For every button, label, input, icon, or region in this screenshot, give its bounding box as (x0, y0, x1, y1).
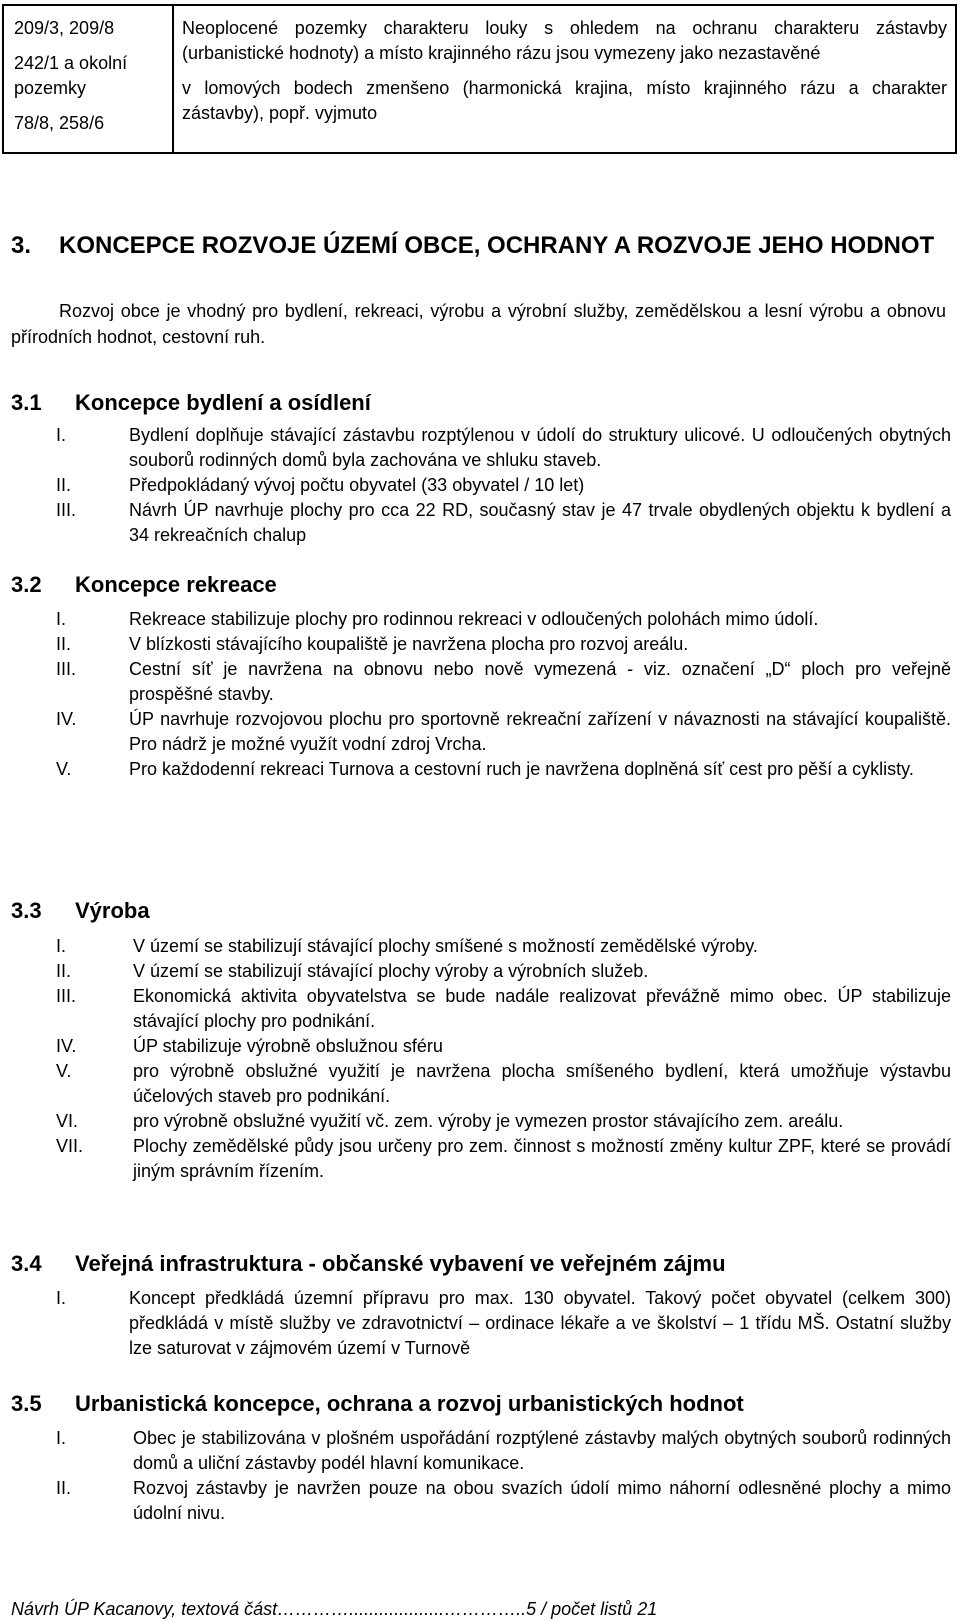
section-3-1-list (11, 423, 951, 548)
section-title: Výroba (75, 898, 150, 923)
list-item (11, 1286, 951, 1361)
list-item (11, 632, 951, 657)
list-item (11, 707, 951, 757)
section-3-4-list (11, 1286, 951, 1361)
item-number: II. (56, 634, 72, 654)
item-number: V. (56, 759, 72, 779)
list-item (11, 959, 951, 984)
description-cell (173, 5, 956, 153)
item-number: I. (56, 936, 67, 956)
parcel-table (2, 4, 957, 154)
item-text: V blízkosti stávajícího koupaliště je navržena plocha pro rozvoj areálu. (129, 634, 689, 654)
table-row (3, 5, 956, 153)
list-item (11, 1109, 951, 1134)
parcel-number: 78/8, 258/6 (14, 113, 105, 133)
list-item (11, 1134, 951, 1184)
section-3-5-heading (11, 1390, 744, 1418)
list-item (11, 657, 951, 707)
section-number: 3.1 (11, 390, 42, 415)
list-item (11, 934, 951, 959)
section-3-heading (11, 230, 941, 261)
list-item (11, 984, 951, 1034)
item-text: Předpokládaný vývoj počtu obyvatel (33 obyvatel / 10 let) (129, 475, 585, 495)
parcel-cell (3, 5, 173, 153)
list-item (11, 1059, 951, 1109)
section-title: Koncepce bydlení a osídlení (75, 390, 371, 415)
item-text: V území se stabilizují stávající plochy výroby a výrobních služeb. (133, 961, 649, 981)
item-number: II. (56, 961, 72, 981)
item-text: Cestní síť je navržena na obnovu nebo nově vymezená - viz. označení „D“ ploch pro veřejně prospěšné stavby. (129, 659, 951, 704)
list-item (11, 1426, 951, 1476)
item-text: ÚP navrhuje rozvojovou plochu pro sportovně rekreační zařízení v návaznosti na stávající koupaliště. Pro nádrž je možné využít vodní zdroj Vrcha. (129, 709, 951, 754)
item-text: ÚP stabilizuje výrobně obslužnou sféru (133, 1036, 443, 1056)
section-title: Urbanistická koncepce, ochrana a rozvoj urbanistických hodnot (75, 1391, 744, 1416)
list-item (11, 423, 951, 473)
item-number: IV. (56, 1036, 77, 1056)
item-number: II. (56, 475, 72, 495)
item-text: Rekreace stabilizuje plochy pro rodinnou rekreaci v odloučených polohách mimo údolí. (129, 609, 819, 629)
section-number: 3.4 (11, 1251, 42, 1276)
section-3-3-heading (11, 897, 150, 925)
item-number: II. (56, 1478, 72, 1498)
section-number: 3. (11, 232, 32, 259)
list-item (11, 607, 951, 632)
item-text: Bydlení doplňuje stávající zástavbu rozptýlenou v údolí do struktury ulicové. U odloučených obytných souborů rodinných domů byla zachována ve shluku staveb. (129, 425, 951, 470)
item-text: V území se stabilizují stávající plochy smíšené s možností zemědělské výroby. (133, 936, 758, 956)
item-text: Koncept předkládá územní přípravu pro max. 130 obyvatel. Takový počet obyvatel (celkem 300) předkládá v místě služby ve zdravotnictví – ordinace lékaře a ve školství – 1 třídu MŠ. Ostatní služby lze saturovat v zájmovém území v Turnově (129, 1288, 951, 1358)
item-text: Obec je stabilizována v plošném uspořádání rozptýlené zástavby malých obytných souborů rodinných domů a uliční zástavby podél hlavní komunikace. (133, 1428, 951, 1473)
list-item (11, 757, 951, 782)
item-number: I. (56, 425, 67, 445)
item-number: I. (56, 1288, 67, 1308)
section-3-2-list (11, 607, 951, 782)
item-number: VI. (56, 1111, 79, 1131)
page-footer: Návrh ÚP Kacanovy, textová část…………...................…………..5 / počet listů 21 (11, 1599, 658, 1619)
item-text: pro výrobně obslužné využití je navržena plocha smíšeného bydlení, která umožňuje výstavbu účelových staveb pro podnikání. (133, 1061, 951, 1106)
section-number: 3.5 (11, 1391, 42, 1416)
section-title: KONCEPCE ROZVOJE ÚZEMÍ OBCE, OCHRANY A ROZVOJE JEHO HODNOT (59, 232, 935, 259)
section-3-1-heading (11, 389, 371, 417)
section-3-intro: Rozvoj obce je vhodný pro bydlení, rekreaci, výrobu a výrobní služby, zemědělskou a lesní výrobu a obnovu přírodních hodnot, cestovní ruh. (11, 301, 946, 347)
item-text: Plochy zemědělské půdy jsou určeny pro zem. činnost s možností změny kultur ZPF, které se provádí jiným správním řízením. (133, 1136, 951, 1181)
section-title: Koncepce rekreace (75, 572, 277, 597)
item-number: III. (56, 659, 77, 679)
item-number: I. (56, 609, 67, 629)
list-item (11, 1476, 951, 1526)
parcel-number: 242/1 a okolní pozemky (14, 53, 128, 98)
list-item (11, 473, 951, 498)
item-text: Pro každodenní rekreaci Turnova a cestovní ruch je navržena doplněná síť cest pro pěší a cyklisty. (129, 759, 914, 779)
list-item (11, 1034, 951, 1059)
item-text: pro výrobně obslužné využití vč. zem. výroby je vymezen prostor stávajícího zem. areálu. (133, 1111, 844, 1131)
item-text: Návrh ÚP navrhuje plochy pro cca 22 RD, současný stav je 47 trvale obydlených objektu k bydlení a 34 rekreačních chalup (129, 500, 951, 545)
item-text: Rozvoj zástavby je navržen pouze na obou svazích údolí mimo náhorní odlesněné plochy a mimo údolní nivu. (133, 1478, 951, 1523)
item-number: V. (56, 1061, 72, 1081)
section-3-5-list (11, 1426, 951, 1526)
section-number: 3.2 (11, 572, 42, 597)
section-3-4-heading (11, 1250, 726, 1278)
item-number: I. (56, 1428, 67, 1448)
section-title: Veřejná infrastruktura - občanské vybavení ve veřejném zájmu (75, 1251, 726, 1276)
description-text: Neoplocené pozemky charakteru louky s ohledem na ochranu charakteru zástavby (urbanistické hodnoty) a místo krajinného rázu jsou vymezeny jako nezastavěné (182, 18, 947, 63)
section-3-3-list (11, 934, 951, 1184)
section-number: 3.3 (11, 898, 42, 923)
item-number: IV. (56, 709, 77, 729)
item-number: VII. (56, 1136, 84, 1156)
item-number: III. (56, 500, 77, 520)
parcel-number: 209/3, 209/8 (14, 18, 115, 38)
item-number: III. (56, 986, 77, 1006)
list-item (11, 498, 951, 548)
description-text: v lomových bodech zmenšeno (harmonická krajina, místo krajinného rázu a charakter zástavby), popř. vyjmuto (182, 78, 947, 123)
section-3-2-heading (11, 571, 277, 599)
item-text: Ekonomická aktivita obyvatelstva se bude nadále realizovat převážně mimo obec. ÚP stabilizuje stávající plochy pro podnikání. (133, 986, 951, 1031)
